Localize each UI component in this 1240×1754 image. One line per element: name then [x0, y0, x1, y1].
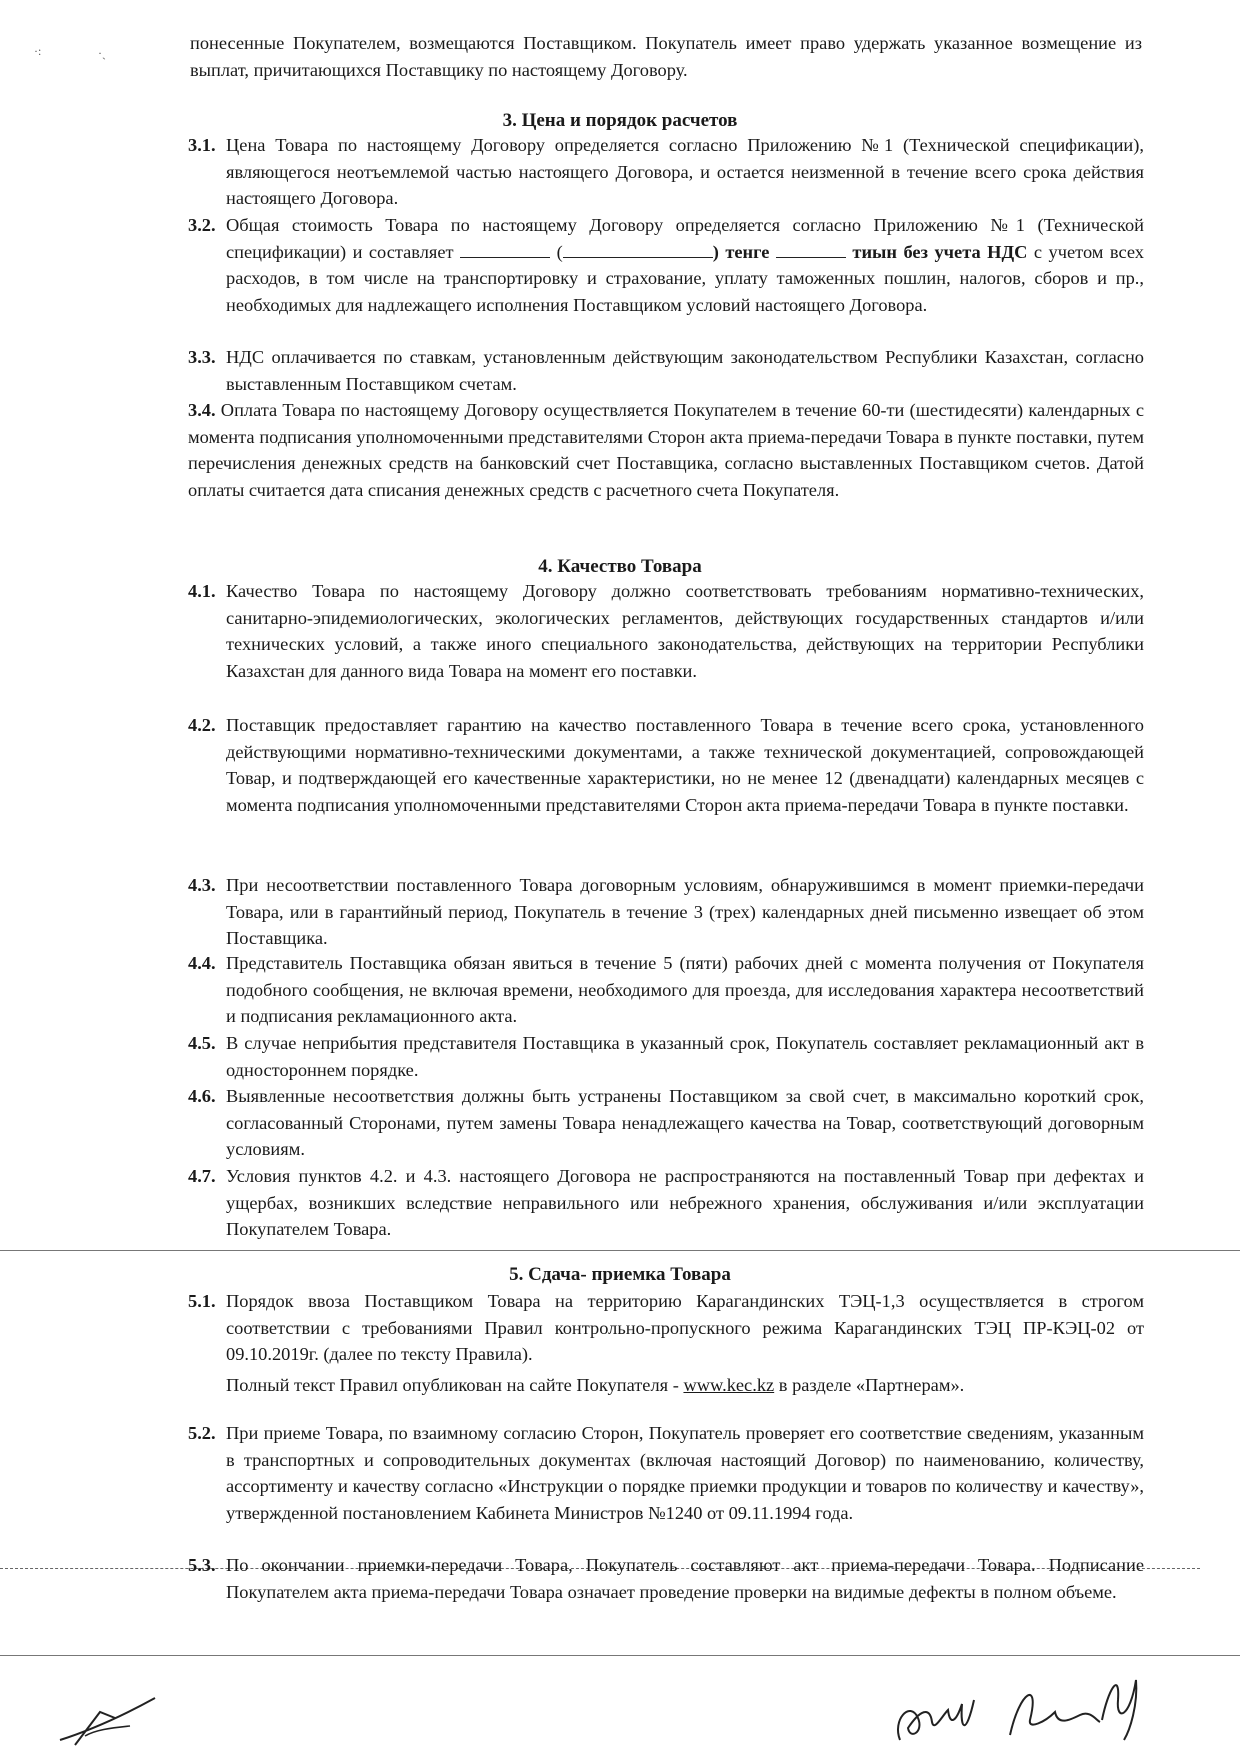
clause-5-2 [188, 1420, 1144, 1526]
clause-3-4 [188, 397, 1144, 503]
signature-middle [890, 1670, 980, 1750]
clause-number: 3.1. [188, 135, 216, 155]
clause-4-5 [188, 1030, 1144, 1083]
scan-mark: ·: [34, 44, 42, 58]
clause-text: 3.4. Оплата Товара по настоящему Договору осуществляется Покупателем в течение 60-ти (шестидесяти) календарных с момента подписания уполномоченными представителями Сторон акта приема-передачи Товара в пункте поставки, путем перечисления денежных средств на банковский счет Поставщика, согласно выставленных Поставщиком счетов. Датой оплаты считается дата списания денежных средств с расчетного счета Покупателя. [188, 400, 1144, 500]
clause-5-3 [188, 1552, 1144, 1605]
clause-3-3 [188, 344, 1144, 397]
signature-left [55, 1690, 165, 1750]
clause-text: Порядок ввоза Поставщиком Товара на территорию Карагандинских ТЭЦ-1,3 осуществляется в строгом соответствии с требованиями Правил контрольно-пропускного режима Карагандинских ТЭЦ ПР-КЭЦ-02 от 09.10.2019г. (далее по тексту Правила). Полный текст Правил опубликован на сайте Покупателя - www.kec.kz в разделе «Партнерам». [226, 1291, 1144, 1395]
clause-text: Представитель Поставщика обязан явиться в течение 5 (пяти) рабочих дней с момента получения от Покупателя подобного сообщения, не включая времени, необходимого для проезда, для исследования характера несоответствий и подписания рекламационного акта. [226, 953, 1144, 1027]
clause-number: 4.5. [188, 1033, 216, 1053]
intro-paragraph: понесенные Покупателем, возмещаются Поставщиком. Покупатель имеет право удержать указанное возмещение из выплат, причитающихся Поставщику по настоящему Договору. [190, 33, 1142, 80]
scan-fold-line [0, 1250, 1240, 1251]
tiyn-blank[interactable] [776, 241, 846, 258]
site-link[interactable]: www.kec.kz [683, 1374, 775, 1395]
section-3-title: 3. Цена и порядок расчетов [502, 110, 738, 131]
clause-text: НДС оплачивается по ставкам, установленным действующим законодательством Республики Казахстан, согласно выставленным Поставщиком счетам. [226, 347, 1144, 394]
clause-4-6 [188, 1083, 1144, 1163]
clause-number: 4.2. [188, 715, 216, 735]
clause-5-1 [188, 1288, 1144, 1398]
scan-mark: ·ˏ [98, 46, 106, 60]
clause-text: Общая стоимость Товара по настоящему Договору определяется согласно Приложению №1 (Технической спецификации) и составляет ( ) тенге тиын без учета НДС с учетом всех расходов, в том числе на транспортировку и страхование, уплату таможенных пошлин, налогов, сборов и пр., необходимых для надлежащего исполнения Поставщиком условий настоящего Договора. [226, 215, 1144, 315]
clause-number: 4.6. [188, 1086, 216, 1106]
clause-3-1 [188, 132, 1144, 212]
clause-3-2 [188, 212, 1144, 318]
clause-text: Выявленные несоответствия должны быть устранены Поставщиком за свой счет, в максимально короткий срок, согласованный Сторонами, путем замены Товара ненадлежащего качества на Товар, соответствующий договорным условиям. [226, 1086, 1144, 1160]
clause-number: 3.4. [188, 400, 216, 420]
clause-4-7 [188, 1163, 1144, 1243]
clause-4-3 [188, 872, 1144, 952]
clause-text: При несоответствии поставленного Товара договорным условиям, обнаружившимся в момент приемки-передачи Товара, или в гарантийный период, Покупатель в течение 3 (трех) календарных дней письменно извещает об этом Поставщика. [226, 875, 1144, 949]
clause-number: 3.2. [188, 215, 216, 235]
clause-number: 4.1. [188, 581, 216, 601]
clause-number: 3.3. [188, 347, 216, 367]
clause-number: 4.3. [188, 875, 216, 895]
clause-4-1 [188, 578, 1144, 684]
clause-text: Качество Товара по настоящему Договору должно соответствовать требованиям нормативно-технических, санитарно-эпидемиологических, экологических регламентов, действующих государственных стандартов и/или технических условий, а также иного специального законодательства, действующих на территории Республики Казахстан для данного вида Товара на момент его поставки. [226, 581, 1144, 681]
clause-4-2 [188, 712, 1144, 818]
clause-4-4 [188, 950, 1144, 1030]
page-bottom-rule [0, 1655, 1240, 1656]
clause-text: В случае неприбытия представителя Поставщика в указанный срок, Покупатель составляет рекламационный акт в одностороннем порядке. [226, 1033, 1144, 1080]
clause-text: Условия пунктов 4.2. и 4.3. настоящего Договора не распространяются на поставленный Товар при дефектах и ущербах, возникших вследствие неправильного или небрежного хранения, обслуживания и/или эксплуатации Покупателем Товара. [226, 1166, 1144, 1240]
clause-text: При приеме Товара, по взаимному согласию Сторон, Покупатель проверяет его соответствие сведениям, указанным в транспортных и сопроводительных документах (включая настоящий Договор) по наименованию, количеству, ассортименту и качеству согласно «Инструкции о порядке приемки продукции и товаров по количеству и качеству», утвержденной постановлением Кабинета Министров №1240 от 09.11.1994 года. [226, 1423, 1144, 1523]
signature-right [1000, 1660, 1150, 1750]
section-5-title: 5. Сдача- приемка Товара [509, 1264, 731, 1285]
clause-number: 5.2. [188, 1423, 216, 1443]
clause-number: 5.3. [188, 1555, 216, 1575]
amount-words-blank[interactable] [563, 241, 713, 258]
clause-number: 4.7. [188, 1166, 216, 1186]
clause-number: 4.4. [188, 953, 216, 973]
section-4-title: 4. Качество Товара [538, 556, 702, 577]
clause-text: Цена Товара по настоящему Договору определяется согласно Приложению №1 (Технической спецификации), являющегося неотъемлемой частью настоящего Договора, и остается неизменной в течение всего срока действия настоящего Договора. [226, 135, 1144, 209]
clause-text: По окончании приемки-передачи Товара, Покупатель составляют акт приема-передачи Товара. Подписание Покупателем акта приема-передачи Товара означает проведение проверки на видимые дефекты в полном объеме. [226, 1555, 1144, 1602]
clause-text: Поставщик предоставляет гарантию на качество поставленного Товара в течение всего срока, установленного действующими нормативно-техническими документами, а также технической документацией, сопровождающей Товар, и подтверждающей его качественные характеристики, но не менее 12 (двенадцати) календарных месяцев с момента подписания уполномоченными представителями Сторон акта приема-передачи Товара в пункте поставки. [226, 715, 1144, 815]
amount-blank[interactable] [460, 241, 550, 258]
clause-number: 5.1. [188, 1291, 216, 1311]
